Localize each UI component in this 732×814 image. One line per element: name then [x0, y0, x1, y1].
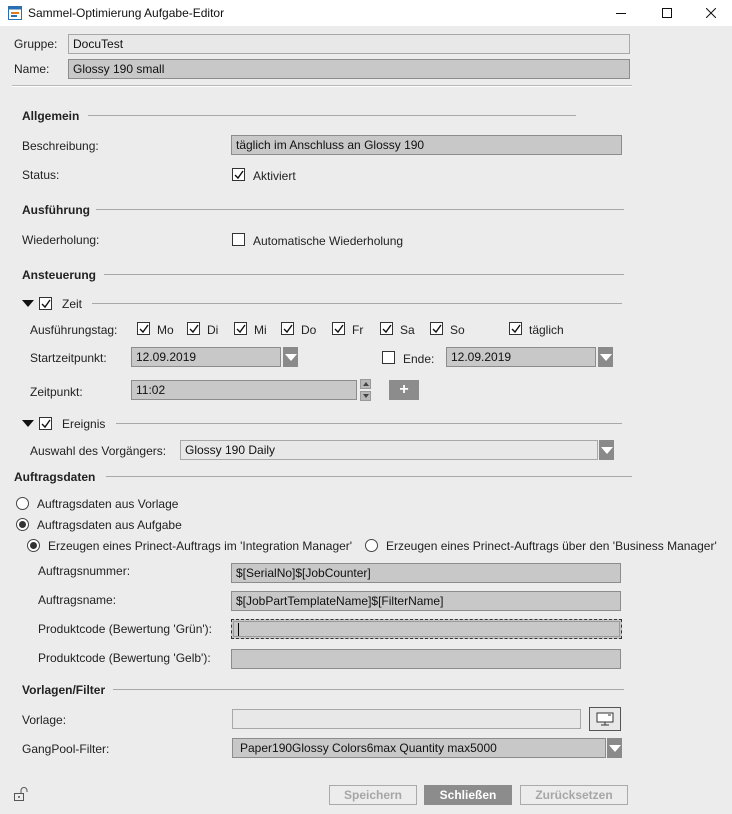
event-checkbox[interactable]	[39, 417, 52, 430]
template-label: Vorlage:	[22, 713, 67, 727]
from-template-label: Auftragsdaten aus Vorlage	[37, 497, 179, 511]
templates-divider	[113, 689, 624, 690]
text-caret	[238, 623, 239, 636]
maximize-button[interactable]	[644, 0, 690, 26]
day-checkbox-sa[interactable]	[380, 322, 393, 335]
time-checkbox[interactable]	[39, 297, 52, 310]
daily-label: täglich	[529, 323, 564, 337]
monitor-icon	[596, 712, 614, 726]
checkmark-icon	[234, 170, 244, 180]
daily-checkbox[interactable]	[509, 322, 522, 335]
day-label-sa: Sa	[400, 323, 415, 337]
day-label-mo: Mo	[157, 323, 174, 337]
status-label: Status:	[22, 168, 60, 182]
from-task-label: Auftragsdaten aus Aufgabe	[37, 518, 182, 532]
description-field[interactable]: täglich im Anschluss an Glossy 190	[231, 135, 622, 155]
end-checkbox[interactable]	[382, 351, 395, 364]
name-label: Name:	[14, 62, 50, 76]
description-label: Beschreibung:	[22, 139, 99, 153]
event-collapse-toggle[interactable]	[22, 420, 34, 427]
end-date-dropdown[interactable]	[598, 347, 613, 367]
job-number-label: Auftragsnummer:	[38, 564, 131, 578]
product-green-label: Produktcode (Bewertung 'Grün'):	[38, 622, 212, 636]
close-button[interactable]	[688, 0, 732, 26]
general-divider	[88, 115, 576, 116]
job-number-field[interactable]: $[SerialNo]$[JobCounter]	[231, 563, 621, 583]
collapse-triangle-icon	[22, 300, 34, 307]
day-checkbox-do[interactable]	[281, 322, 294, 335]
section-control-title: Ansteuerung	[22, 268, 97, 282]
status-checkbox-label: Aktiviert	[253, 169, 296, 183]
day-checkbox-di[interactable]	[187, 322, 200, 335]
window-title: Sammel-Optimierung Aufgabe-Editor	[28, 6, 225, 20]
checkmark-icon	[432, 324, 442, 334]
product-yellow-label: Produktcode (Bewertung 'Gelb'):	[38, 651, 211, 665]
day-label-so: So	[450, 323, 465, 337]
day-checkbox-fr[interactable]	[332, 322, 345, 335]
repeat-label: Wiederholung:	[22, 233, 100, 247]
job-name-label: Auftragsname:	[38, 593, 117, 607]
checkmark-icon	[511, 324, 521, 334]
integration-manager-label: Erzeugen eines Prinect-Auftrags im 'Integration Manager'	[48, 539, 353, 553]
time-collapse-toggle[interactable]	[22, 300, 34, 307]
close-icon	[706, 8, 716, 18]
arrow-up-icon	[363, 382, 369, 386]
group-label: Gruppe:	[14, 37, 58, 51]
app-icon	[8, 6, 22, 20]
gangpool-select[interactable]: Paper190Glossy Colors6max Quantity max5000	[232, 738, 606, 758]
minimize-icon	[616, 8, 626, 18]
day-checkbox-mi[interactable]	[234, 322, 247, 335]
event-divider	[116, 423, 622, 424]
end-label: Ende:	[403, 352, 435, 366]
header-divider	[12, 85, 632, 87]
weekday-label: Ausführungstag:	[30, 323, 118, 337]
checkmark-icon	[41, 419, 51, 429]
day-label-mi: Mi	[254, 323, 267, 337]
control-divider	[104, 274, 624, 275]
checkmark-icon	[41, 299, 51, 309]
arrow-down-icon	[363, 394, 369, 398]
predecessor-select[interactable]: Glossy 190 Daily	[180, 440, 598, 460]
time-spinner-down[interactable]	[360, 391, 371, 401]
checkmark-icon	[382, 324, 392, 334]
job-name-field[interactable]: $[JobPartTemplateName]$[FilterName]	[231, 591, 621, 611]
section-execution-title: Ausführung	[22, 203, 90, 217]
name-field[interactable]: Glossy 190 small	[68, 59, 630, 79]
chevron-down-icon	[601, 447, 613, 454]
section-jobdata-title: Auftragsdaten	[14, 470, 96, 484]
product-yellow-field[interactable]	[231, 649, 621, 669]
start-date-field[interactable]: 12.09.2019	[131, 347, 281, 367]
time-of-day-field[interactable]: 11:02	[131, 380, 357, 400]
collapse-triangle-icon	[22, 420, 34, 427]
checkmark-icon	[139, 324, 149, 334]
add-time-button[interactable]	[389, 380, 419, 400]
checkmark-icon	[189, 324, 199, 334]
end-date-field[interactable]: 12.09.2019	[446, 347, 596, 367]
time-spinner-up[interactable]	[360, 379, 371, 389]
product-green-field[interactable]	[231, 619, 622, 639]
predecessor-dropdown[interactable]	[599, 440, 614, 460]
reset-button[interactable]: Zurücksetzen	[520, 785, 628, 805]
day-label-fr: Fr	[352, 323, 364, 337]
unlock-icon	[13, 786, 29, 802]
maximize-icon	[662, 8, 672, 18]
checkmark-icon	[334, 324, 344, 334]
plus-icon: +	[399, 381, 409, 398]
gangpool-label: GangPool-Filter:	[22, 742, 110, 756]
integration-manager-radio[interactable]	[27, 539, 40, 552]
close-dialog-button[interactable]: Schließen	[424, 785, 512, 805]
from-template-radio[interactable]	[16, 497, 29, 510]
section-general-title: Allgemein	[22, 109, 80, 123]
checkmark-icon	[236, 324, 246, 334]
group-field: DocuTest	[68, 34, 630, 54]
predecessor-label: Auswahl des Vorgängers:	[30, 444, 167, 458]
repeat-checkbox[interactable]	[232, 233, 245, 246]
from-task-radio[interactable]	[16, 518, 29, 531]
gangpool-dropdown[interactable]	[607, 738, 622, 758]
time-divider	[92, 303, 622, 304]
status-checkbox[interactable]	[232, 168, 245, 181]
browse-template-button[interactable]	[589, 707, 621, 731]
start-label: Startzeitpunkt:	[30, 351, 107, 365]
chevron-down-icon	[285, 354, 297, 361]
execution-divider	[96, 209, 624, 210]
template-field[interactable]	[232, 709, 581, 729]
day-label-di: Di	[207, 323, 219, 337]
day-label-do: Do	[301, 323, 317, 337]
chevron-down-icon	[609, 745, 621, 752]
business-manager-radio[interactable]	[365, 539, 378, 552]
chevron-down-icon	[600, 354, 612, 361]
minimize-button[interactable]	[598, 0, 644, 26]
start-date-dropdown[interactable]	[283, 347, 298, 367]
time-of-day-label: Zeitpunkt:	[30, 385, 83, 399]
lock-toggle[interactable]	[13, 786, 29, 805]
event-label: Ereignis	[62, 417, 106, 431]
day-checkbox-mo[interactable]	[137, 322, 150, 335]
jobdata-divider	[106, 476, 632, 477]
day-checkbox-so[interactable]	[430, 322, 443, 335]
save-button[interactable]: Speichern	[329, 785, 417, 805]
repeat-checkbox-label: Automatische Wiederholung	[253, 234, 404, 248]
time-label: Zeit	[62, 297, 83, 311]
checkmark-icon	[283, 324, 293, 334]
section-templates-title: Vorlagen/Filter	[22, 683, 106, 697]
business-manager-label: Erzeugen eines Prinect-Auftrags über den 'Business Manager'	[386, 539, 717, 553]
